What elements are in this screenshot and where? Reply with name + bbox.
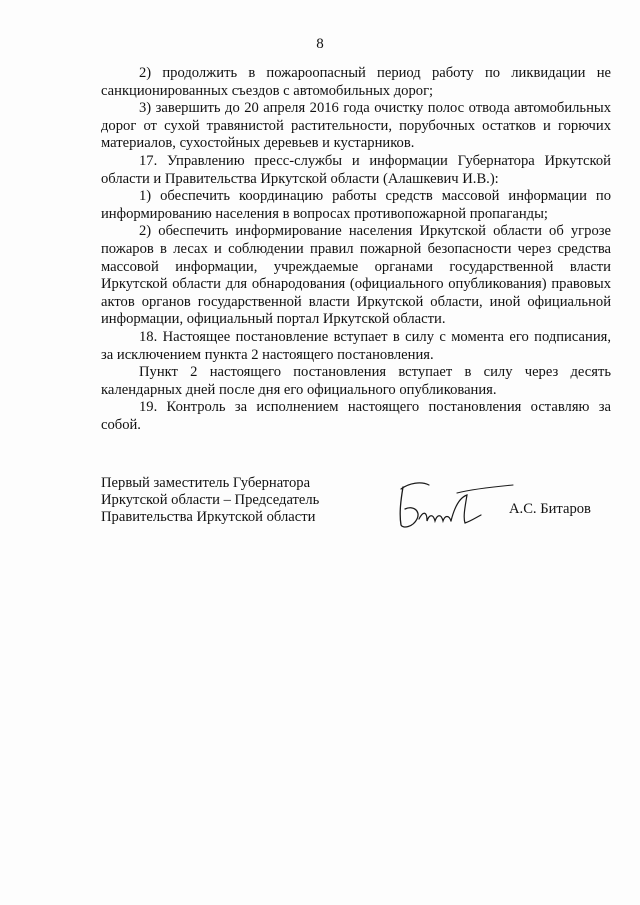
paragraph-17-subitem-2: 2) обеспечить информирование населения Иркутской области об угрозе пожаров в лесах и соблюдении правил пожарной безопасности через средства массовой информации, учреждаемые органами государственной власти Иркутской области для обнародования (официального опубликования) правовых актов органов государственной власти Иркутской области, иной официальной информации, официальный портал Иркутской области. (101, 223, 611, 328)
paragraph-17: 17. Управлению пресс-службы и информации Губернатора Иркутской области и Правительства Иркутской области (Алашкевич И.В.): (101, 152, 611, 187)
paragraph-18: 18. Настоящее постановление вступает в силу с момента его подписания, за исключением пункта 2 настоящего постановления. (101, 328, 611, 363)
paragraph-18-note: Пункт 2 настоящего постановления вступает в силу через десять календарных дней после дня его официального опубликования. (101, 364, 611, 398)
paragraph-19: 19. Контроль за исполнением настоящего постановления оставляю за собой. (101, 399, 611, 433)
document-body (101, 65, 611, 434)
signatory-title (101, 475, 319, 526)
signatory-title-line-3: Правительства Иркутской области (101, 509, 316, 525)
page-number: 8 (316, 36, 324, 52)
signature-block (101, 475, 611, 535)
paragraph-17-subitem-1: 1) обеспечить координацию работы средств массовой информации по информированию населения в вопросах противопожарной пропаганды; (101, 188, 611, 222)
paragraph-2-subitem-2: 2) продолжить в пожароопасный период работу по ликвидации не санкционированных съездов с автомобильных дорог; (101, 65, 611, 99)
signatory-title-line-2: Иркутской области – Председатель (101, 492, 320, 508)
handwritten-signature (391, 475, 521, 535)
signatory-name: А.С. Битаров (509, 501, 591, 517)
signatory-title-line-1: Первый заместитель Губернатора (101, 475, 311, 491)
paragraph-2-subitem-3: 3) завершить до 20 апреля 2016 года очистку полос отвода автомобильных дорог от сухой травянистой растительности, порубочных остатков и горючих материалов, сухостойных деревьев и кустарников. (101, 100, 611, 152)
